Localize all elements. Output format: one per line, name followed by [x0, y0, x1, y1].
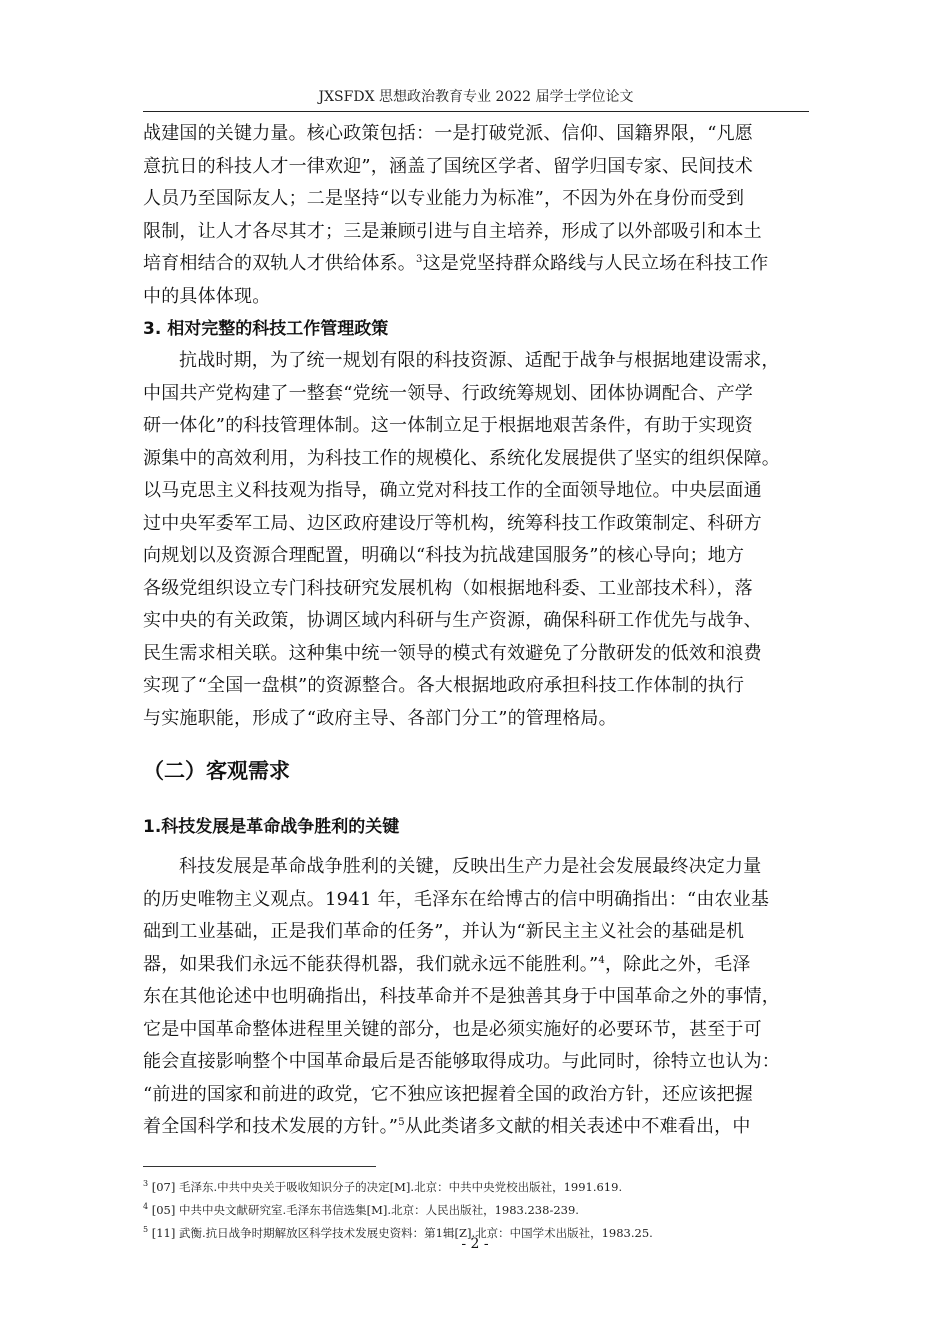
paragraph-talent-policy [143, 118, 809, 313]
text-line: 民生需求相关联。这种集中统一领导的模式有效避免了分散研发的低效和浪费 [143, 642, 762, 664]
footnote-ref-5[interactable]: 5 [398, 1117, 405, 1128]
text-run: 这是党坚持群众路线与人民立场在科技工作 [422, 253, 769, 274]
text-line: 它是中国革命整体进程里关键的部分，也是必须实施好的必要环节，甚至于可 [143, 1018, 762, 1040]
text-run: 培育相结合的双轨人才供给体系。 [143, 253, 416, 274]
running-header: JXSFDX 思想政治教育专业 2022 届学士学位论文 [318, 89, 634, 105]
footnote-text: [07] 毛泽东.中共中央关于吸收知识分子的决定[M].北京：中共中央党校出版社，1991.619. [151, 1179, 623, 1194]
paragraph-objective-needs [143, 851, 809, 1144]
text-line: 能会直接影响整个中国革命最后是否能够取得成功。与此同时，徐特立也认为： [143, 1051, 780, 1072]
text-line: 源集中的高效利用，为科技工作的规模化、系统化发展提供了坚实的组织保障。 [143, 447, 780, 469]
text-line: 中国共产党构建了一整套“党统一领导、行政统筹规划、团体协调配合、产学 [143, 382, 753, 404]
header-divider [143, 111, 809, 112]
text-line: 研一体化”的科技管理体制。这一体制立足于根据地艰苦条件，有助于实现资 [143, 415, 753, 436]
text-line: 东在其他论述中也明确指出，科技革命并不是独善其身于中国革命之外的事情， [143, 986, 780, 1007]
text-line: 以马克思主义科技观为指导，确立党对科技工作的全面领导地位。中央层面通 [143, 480, 762, 501]
footnote-mark: 5 [143, 1224, 149, 1234]
section-heading-2: （二）客观需求 [143, 759, 290, 783]
text-line: 人员乃至国际友人；二是坚持“以专业能力为标准”，不因为外在身份而受到 [143, 188, 745, 209]
subsection-heading-1: 1.科技发展是革命战争胜利的关键 [143, 817, 400, 837]
footnote-ref-4[interactable]: 4 [598, 954, 605, 966]
text-line: 科技发展是革命战争胜利的关键，反映出生产力是社会发展最终决定力量 [179, 856, 762, 877]
text-line: 实中央的有关政策，协调区域内科研与生产资源，确保科研工作优先与战争、 [143, 610, 762, 631]
footnote-ref-3[interactable]: 3 [416, 254, 423, 265]
paragraph-management-policy [143, 345, 809, 735]
footnote-divider [143, 1166, 376, 1167]
text-run: ，除此之外，毛泽 [604, 953, 751, 975]
footnote-mark: 4 [143, 1201, 149, 1211]
text-run: 从此类诸多文献的相关表述中不难看出，中 [404, 1116, 751, 1137]
text-line: 中的具体体现。 [143, 285, 271, 307]
text-line: 实现了“全国一盘棋”的资源整合。各大根据地政府承担科技工作体制的执行 [143, 675, 745, 696]
footnotes [143, 1174, 843, 1242]
footnote-item [143, 1174, 843, 1197]
text-line: 与实施职能，形成了“政府主导、各部门分工”的管理格局。 [143, 707, 617, 729]
text-line: 战建国的关键力量。核心政策包括：一是打破党派、信仰、国籍界限，“凡愿 [143, 123, 753, 144]
footnote-item [143, 1197, 843, 1220]
text-line [143, 949, 809, 982]
footnote-mark: 3 [143, 1179, 149, 1188]
text-line: 各级党组织设立专门科技研究发展机构（如根据地科委、工业部技术科），落 [143, 577, 753, 599]
page-body [143, 118, 809, 1144]
text-line: 限制，让人才各尽其才；三是兼顾引进与自主培养，形成了以外部吸引和本土 [143, 220, 762, 242]
text-run: 着全国科学和技术发展的方针。” [143, 1116, 399, 1137]
text-line: 抗战时期，为了统一规划有限的科技资源、适配于战争与根据地建设需求， [179, 350, 780, 371]
text-line: 向规划以及资源合理配置，明确以“科技为抗战建国服务”的核心导向；地方 [143, 545, 745, 566]
footnote-text: [11] 武衡.抗日战争时期解放区科学技术发展史资料：第1辑[Z].北京：中国学术出版社，1983.25. [151, 1225, 653, 1240]
text-line [143, 248, 809, 281]
text-run: 器，如果我们永远不能获得机器，我们就永远不能胜利。” [143, 953, 599, 975]
text-line: 础到工业基础，正是我们革命的任务”，并认为“新民主主义社会的基础是机 [143, 921, 745, 942]
text-line: 意抗日的科技人才一律欢迎”，涵盖了国统区学者、留学归国专家、民间技术 [143, 155, 753, 177]
section-heading-3: 3. 相对完整的科技工作管理政策 [143, 319, 389, 339]
text-line: “前进的国家和前进的政党，它不独应该把握着全国的政治方针，还应该把握 [143, 1083, 753, 1105]
page-number: - 2 - [461, 1236, 489, 1252]
text-line [143, 1111, 809, 1144]
footnote-text: [05] 中共中央文献研究室.毛泽东书信选集[M].北京：人民出版社，1983.238-239. [151, 1202, 579, 1217]
text-line: 的历史唯物主义观点。1941 年，毛泽东在给博古的信中明确指出：“由农业基 [143, 888, 770, 910]
text-line: 过中央军委军工局、边区政府建设厅等机构，统筹科技工作政策制定、科研方 [143, 512, 762, 534]
